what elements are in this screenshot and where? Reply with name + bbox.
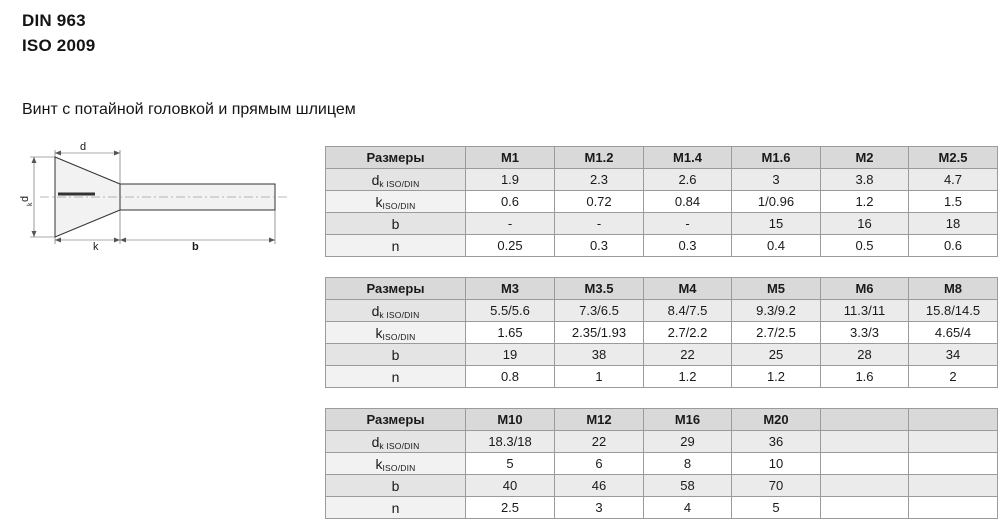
table-cell: 2.5 [466, 497, 555, 519]
table-cell: 18 [909, 213, 998, 235]
table-row [326, 344, 998, 366]
header-cell: M4 [644, 278, 732, 300]
table-cell: 5.5/5.6 [466, 300, 555, 322]
row-label: dk ISO/DIN [326, 169, 466, 191]
row-label: n [326, 366, 466, 388]
dimension-label-d: d [80, 141, 87, 153]
table-cell: 40 [466, 475, 555, 497]
table-cell: 16 [821, 213, 909, 235]
row-label: b [326, 344, 466, 366]
table-row [326, 235, 998, 257]
table-cell: 0.6 [909, 235, 998, 257]
table-cell: 2.7/2.5 [732, 322, 821, 344]
table-cell: 11.3/11 [821, 300, 909, 322]
table-cell: 6 [555, 453, 644, 475]
table-cell: 70 [732, 475, 821, 497]
table-cell-empty [909, 431, 998, 453]
table-cell: 18.3/18 [466, 431, 555, 453]
row-label: kISO/DIN [326, 191, 466, 213]
table-cell: 1.2 [732, 366, 821, 388]
header-cell: M10 [466, 409, 555, 431]
header-cell: M6 [821, 278, 909, 300]
table-cell: 1.2 [644, 366, 732, 388]
table-row [326, 191, 998, 213]
table-header-row [326, 147, 998, 169]
header-cell: M1 [466, 147, 555, 169]
table-row [326, 213, 998, 235]
table-cell: 0.3 [644, 235, 732, 257]
table-cell: 3.3/3 [821, 322, 909, 344]
table-cell: 58 [644, 475, 732, 497]
table-cell: - [555, 213, 644, 235]
table-cell: 0.4 [732, 235, 821, 257]
standard-din: DIN 963 [22, 11, 86, 30]
table-cell: 1.65 [466, 322, 555, 344]
header-cell: M8 [909, 278, 998, 300]
table-cell-empty [909, 475, 998, 497]
header-cell: M1.2 [555, 147, 644, 169]
table-row [326, 453, 998, 475]
header-cell: M3.5 [555, 278, 644, 300]
table-cell: 1.5 [909, 191, 998, 213]
header-cell: Размеры [326, 147, 466, 169]
table-cell-empty [821, 431, 909, 453]
table-cell: 3.8 [821, 169, 909, 191]
header-cell-empty [909, 409, 998, 431]
table-row [326, 497, 998, 519]
row-label: n [326, 497, 466, 519]
row-label: kISO/DIN [326, 453, 466, 475]
header-cell-empty [821, 409, 909, 431]
table-cell: 3 [555, 497, 644, 519]
table-cell: 4.65/4 [909, 322, 998, 344]
table-cell-empty [821, 497, 909, 519]
standard-iso: ISO 2009 [22, 36, 96, 55]
table-cell: 36 [732, 431, 821, 453]
table-cell: 0.72 [555, 191, 644, 213]
table-cell: - [466, 213, 555, 235]
table-cell: 22 [555, 431, 644, 453]
table-cell: 2 [909, 366, 998, 388]
header-cell: M1.6 [732, 147, 821, 169]
header-cell: M16 [644, 409, 732, 431]
table-cell-empty [821, 475, 909, 497]
table-cell: 2.3 [555, 169, 644, 191]
table-cell: 3 [732, 169, 821, 191]
table-cell: 1.2 [821, 191, 909, 213]
table-row [326, 322, 998, 344]
header-cell: M5 [732, 278, 821, 300]
table-cell: 0.5 [821, 235, 909, 257]
table-cell-empty [909, 497, 998, 519]
table-cell: 25 [732, 344, 821, 366]
dimension-label-b: b [192, 241, 199, 250]
table-cell: 34 [909, 344, 998, 366]
table-header-row [326, 278, 998, 300]
table-header-row [326, 409, 998, 431]
screw-drawing-svg [10, 140, 310, 250]
table-cell-empty [909, 453, 998, 475]
table-cell: 19 [466, 344, 555, 366]
table-row [326, 475, 998, 497]
table-cell: 5 [732, 497, 821, 519]
table-cell: 7.3/6.5 [555, 300, 644, 322]
dimensions-table-2 [325, 277, 998, 388]
table-cell: 15.8/14.5 [909, 300, 998, 322]
table-cell: 4.7 [909, 169, 998, 191]
table-cell: 46 [555, 475, 644, 497]
table-row [326, 169, 998, 191]
table-row [326, 300, 998, 322]
table-cell: 22 [644, 344, 732, 366]
table-cell: 29 [644, 431, 732, 453]
dimensions-table-3 [325, 408, 998, 519]
table-cell: 8.4/7.5 [644, 300, 732, 322]
product-description: Винт с потайной головкой и прямым шлицем [22, 101, 356, 118]
table-cell: 10 [732, 453, 821, 475]
table-cell: - [644, 213, 732, 235]
header-cell: M20 [732, 409, 821, 431]
table-cell: 4 [644, 497, 732, 519]
header-cell: Размеры [326, 409, 466, 431]
table-cell: 2.35/1.93 [555, 322, 644, 344]
table-cell: 2.6 [644, 169, 732, 191]
header-cell: M1.4 [644, 147, 732, 169]
table-cell: 0.3 [555, 235, 644, 257]
row-label: dk ISO/DIN [326, 431, 466, 453]
table-cell: 1.6 [821, 366, 909, 388]
table-cell: 38 [555, 344, 644, 366]
standards-title [22, 8, 95, 58]
table-cell: 1/0.96 [732, 191, 821, 213]
dimensions-table-1 [325, 146, 998, 257]
table-cell: 1 [555, 366, 644, 388]
screw-technical-drawing [10, 140, 310, 250]
table-cell: 15 [732, 213, 821, 235]
row-label: kISO/DIN [326, 322, 466, 344]
table-cell: 9.3/9.2 [732, 300, 821, 322]
header-cell: M2.5 [909, 147, 998, 169]
table-cell: 0.25 [466, 235, 555, 257]
row-label: b [326, 475, 466, 497]
row-label: n [326, 235, 466, 257]
table-cell: 28 [821, 344, 909, 366]
table-cell: 2.7/2.2 [644, 322, 732, 344]
header-cell: M3 [466, 278, 555, 300]
table-cell: 0.6 [466, 191, 555, 213]
table-row [326, 366, 998, 388]
table-cell: 8 [644, 453, 732, 475]
row-label: b [326, 213, 466, 235]
row-label: dk ISO/DIN [326, 300, 466, 322]
dimension-label-dk: d [19, 195, 31, 202]
dimension-label-dk-sub: k [27, 202, 34, 206]
header-cell: M2 [821, 147, 909, 169]
table-cell: 5 [466, 453, 555, 475]
table-cell-empty [821, 453, 909, 475]
table-row [326, 431, 998, 453]
dimension-label-k: k [93, 241, 99, 250]
table-cell: 0.84 [644, 191, 732, 213]
table-cell: 0.8 [466, 366, 555, 388]
header-cell: M12 [555, 409, 644, 431]
header-cell: Размеры [326, 278, 466, 300]
table-cell: 1.9 [466, 169, 555, 191]
